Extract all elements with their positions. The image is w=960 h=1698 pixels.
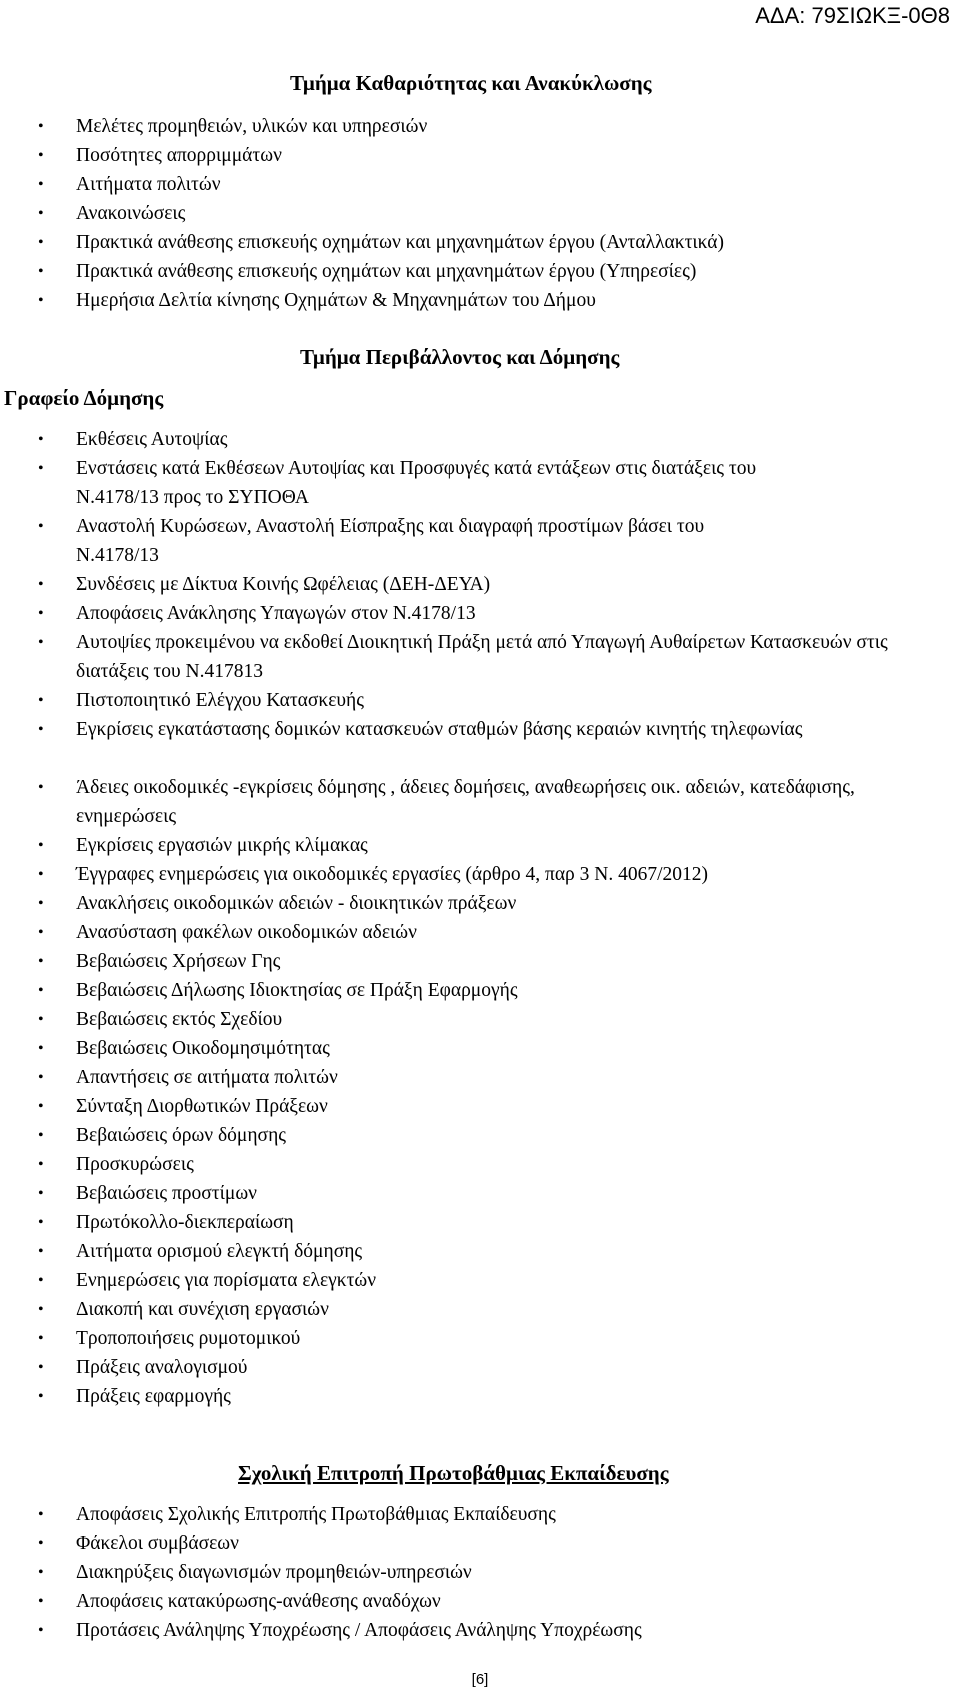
school-committee-heading: Σχολική Επιτροπή Πρωτοβάθμιας Εκπαίδευσης [238, 1461, 669, 1485]
bullet-icon: • [38, 118, 44, 135]
bullet-icon: • [38, 431, 44, 448]
environment-department-heading: Τμήμα Περιβάλλοντος και Δόμησης [300, 345, 620, 369]
bullet-icon: • [38, 982, 44, 999]
bullet-icon: • [38, 721, 44, 738]
bullet-icon: • [38, 176, 44, 193]
bullet-icon: • [38, 634, 44, 651]
bullet-icon: • [38, 518, 44, 535]
bullet-icon: • [38, 1359, 44, 1376]
page-number: [6] [471, 1671, 489, 1688]
bullet-icon: • [38, 953, 44, 970]
bullet-icon: • [38, 1185, 44, 1202]
bullet-icon: • [38, 576, 44, 593]
bullet-icon: • [38, 779, 44, 796]
ada-code: ΑΔΑ: 79ΣΙΩΚΞ-0Θ8 [755, 3, 950, 28]
bullet-icon: • [38, 1156, 44, 1173]
bullet-icon: • [38, 924, 44, 941]
bullet-icon: • [38, 263, 44, 280]
bullet-icon: • [38, 234, 44, 251]
bullet-icon: • [38, 866, 44, 883]
building-office-heading: Γραφείο Δόμησης [4, 386, 164, 410]
bullet-icon: • [38, 205, 44, 222]
bullet-icon: • [38, 1098, 44, 1115]
bullet-icon: • [38, 1564, 44, 1581]
bullet-icon: • [38, 1301, 44, 1318]
bullet-icon: • [38, 1388, 44, 1405]
bullet-icon: • [38, 1243, 44, 1260]
bullet-icon: • [38, 292, 44, 309]
bullet-icon: • [38, 1535, 44, 1552]
bullet-icon: • [38, 147, 44, 164]
cleaning-department-heading: Τμήμα Καθαριότητας και Ανακύκλωσης [290, 71, 652, 95]
bullet-icon: • [38, 1011, 44, 1028]
bullet-icon: • [38, 1040, 44, 1057]
bullet-icon: • [38, 1272, 44, 1289]
bullet-icon: • [38, 460, 44, 477]
bullet-icon: • [38, 1622, 44, 1639]
bullet-icon: • [38, 1330, 44, 1347]
bullet-icon: • [38, 1127, 44, 1144]
bullet-icon: • [38, 1069, 44, 1086]
bullet-icon: • [38, 692, 44, 709]
bullet-icon: • [38, 837, 44, 854]
bullet-icon: • [38, 1506, 44, 1523]
bullet-icon: • [38, 1214, 44, 1231]
bullet-icon: • [38, 605, 44, 622]
bullet-icon: • [38, 895, 44, 912]
bullet-icon: • [38, 1593, 44, 1610]
